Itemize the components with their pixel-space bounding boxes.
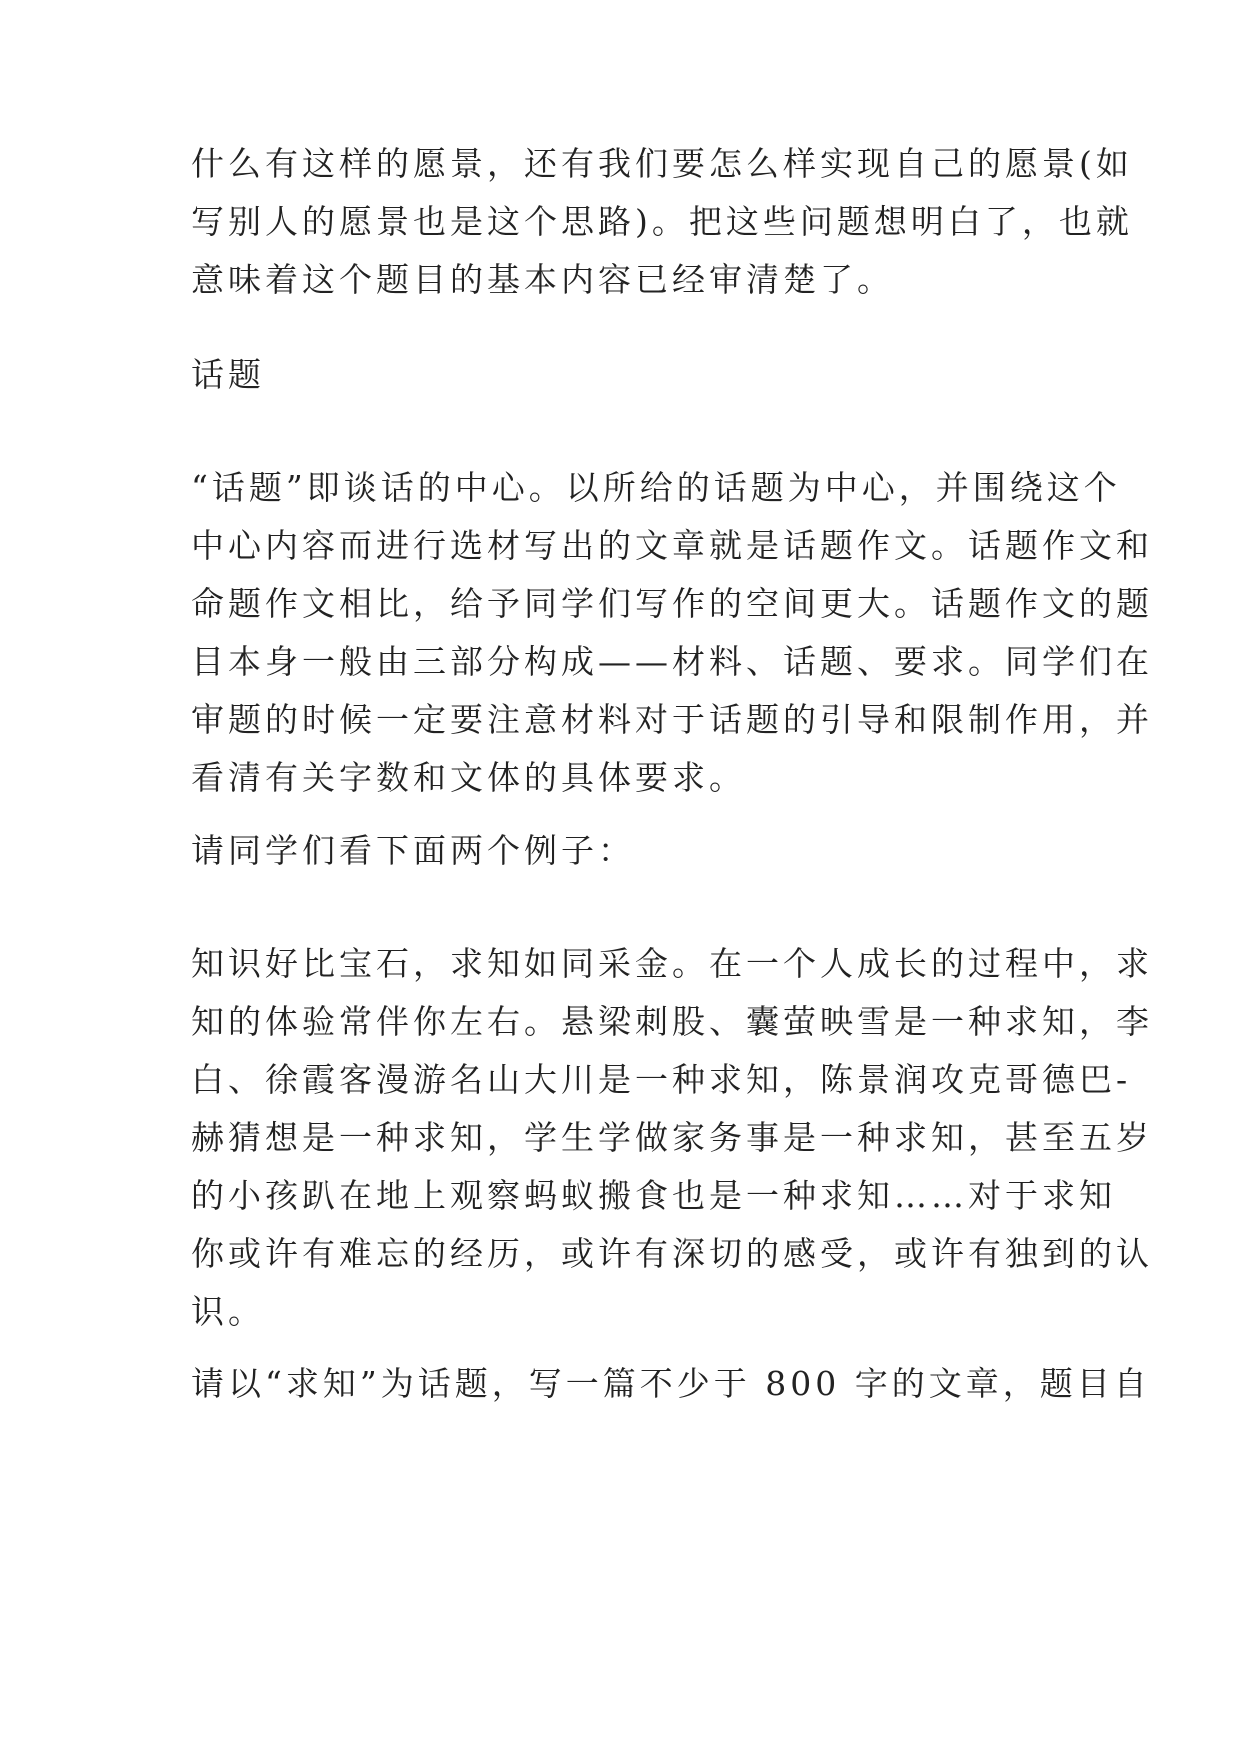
text-line: 话题 (191, 355, 265, 394)
paragraph-example-quest-for-knowledge (191, 935, 1153, 1341)
text-line: 你或许有难忘的经历，或许有深切的感受，或许有独到的认 (191, 1234, 1153, 1273)
text-line: 目本身一般由三部分构成——材料、话题、要求。同学们在 (191, 642, 1153, 681)
paragraph-topic-definition (191, 459, 1153, 807)
section-heading-topic (191, 346, 1061, 404)
text-line: “话题”即谈话的中心。以所给的话题为中心，并围绕这个 (191, 468, 1121, 507)
text-line: 写别人的愿景也是这个思路)。把这些问题想明白了，也就 (191, 202, 1133, 241)
text-line: 看清有关字数和文体的具体要求。 (191, 758, 746, 797)
text-line: 中心内容而进行选材写出的文章就是话题作文。话题作文和 (191, 526, 1153, 565)
text-line: 命题作文相比，给予同学们写作的空间更大。话题作文的题 (191, 584, 1153, 623)
paragraph-writing-prompt (191, 1355, 1151, 1413)
text-line: 知的体验常伴你左右。悬梁刺股、囊萤映雪是一种求知，李 (191, 1002, 1153, 1041)
paragraph-vision-conclusion (191, 135, 1133, 309)
text-line: 赫猜想是一种求知，学生学做家务事是一种求知，甚至五岁 (191, 1118, 1153, 1157)
text-line: 审题的时候一定要注意材料对于话题的引导和限制作用，并 (191, 700, 1153, 739)
text-line: 意味着这个题目的基本内容已经审清楚了。 (191, 260, 894, 299)
text-line: 的小孩趴在地上观察蚂蚁搬食也是一种求知……对于求知 (191, 1176, 1116, 1215)
text-line: 白、徐霞客漫游名山大川是一种求知，陈景润攻克哥德巴- (191, 1060, 1132, 1099)
text-line: 识。 (191, 1292, 265, 1331)
text-line: 请同学们看下面两个例子： (191, 831, 635, 870)
paragraph-examples-intro (191, 822, 1061, 880)
text-line: 什么有这样的愿景，还有我们要怎么样实现自己的愿景(如 (191, 144, 1133, 183)
text-line: 请以“求知”为话题，写一篇不少于 800 字的文章，题目自 (191, 1364, 1151, 1403)
text-line: 知识好比宝石，求知如同采金。在一个人成长的过程中，求 (191, 944, 1153, 983)
